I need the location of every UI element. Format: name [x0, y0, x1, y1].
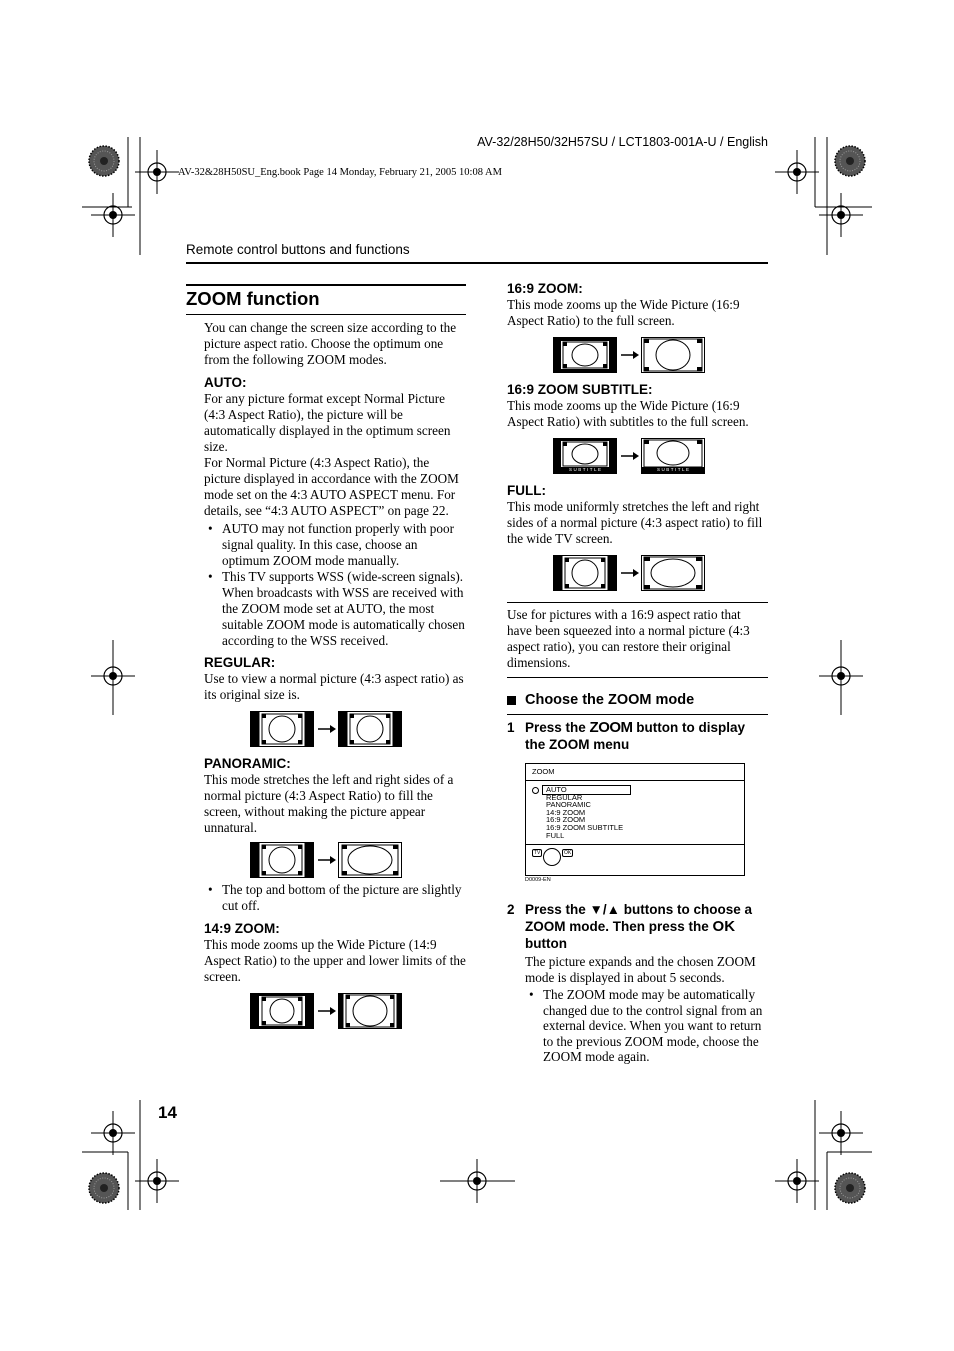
auto-bullet-1: • AUTO may not function properly with poor signal quality. In this case, choose an optimum ZOOM mode manually. — [204, 521, 466, 569]
zoom169-heading: 16:9 ZOOM: — [507, 281, 583, 296]
auto-bullet-2: • This TV supports WSS (wide-screen signals). When broadcasts with WSS are received with the ZOOM mode set at AUTO, the most suitable ZOOM mode is automatically chosen according to the WSS received. — [204, 569, 466, 649]
step-1-text-a: Press the — [525, 720, 590, 735]
menu-nav-cross-icon — [543, 848, 561, 866]
menu-item-auto[interactable]: AUTO — [546, 785, 567, 794]
step-1 — [507, 719, 768, 753]
step-1-number: 1 — [507, 720, 515, 735]
zoom169sub-heading: 16:9 ZOOM SUBTITLE: — [507, 382, 653, 397]
subtitle-label-before: SUBTITLE — [569, 467, 603, 472]
subtitle-label-after: SUBTITLE — [657, 467, 691, 472]
note-rule-top — [507, 602, 768, 603]
regular-text: Use to view a normal picture (4:3 aspect ratio) as its original size is. — [204, 671, 464, 702]
regular-diagram — [250, 711, 466, 747]
zoom169sub-text: This mode zooms up the Wide Picture (16:9 Aspect Ratio) with subtitles to the full screen. — [507, 398, 749, 429]
auto-text-2: For Normal Picture (4:3 Aspect Ratio), the picture displayed in accordance with the ZOOM mode set on the 4:3 AUTO ASPECT menu. For details, see “4:3 AUTO ASPECT” on page 22. — [204, 455, 459, 518]
menu-title-rule — [526, 780, 744, 781]
menu-item-full[interactable]: FULL — [546, 830, 565, 840]
panoramic-text: This mode stretches the left and right sides of a normal picture (4:3 Aspect Ratio) to fill the screen, without making the picture appear unnatural. — [204, 772, 454, 835]
choose-heading-row — [507, 692, 768, 708]
menu-bottom-rule — [526, 844, 744, 845]
menu-item-16-9-zoom[interactable]: 16:9 ZOOM — [546, 815, 586, 825]
menu-radio-icon — [532, 787, 539, 794]
zoom-key-label: ZOOM — [589, 719, 633, 736]
panoramic-bullet: • The top and bottom of the picture are slightly cut off. — [204, 882, 466, 914]
note-text: Use for pictures with a 16:9 aspect ratio that have been squeezed into a normal picture (4:3 aspect ratio), you can restore their original dimensions. — [507, 607, 750, 670]
full-text: This mode uniformly stretches the left and right sides of a normal picture (4:3 aspect ratio) to fill the wide TV screen. — [507, 499, 763, 546]
menu-ok-button[interactable]: OK — [564, 850, 572, 856]
menu-item-16-9-zoom-subtitle[interactable]: 16:9 ZOOM SUBTITLE — [546, 822, 624, 832]
zoom169-text: This mode zooms up the Wide Picture (16:9 Aspect Ratio) to the full screen. — [507, 297, 740, 328]
menu-code: D0009-EN — [525, 877, 551, 883]
step-2 — [507, 901, 768, 952]
step-2-number: 2 — [507, 902, 515, 917]
panoramic-heading: PANORAMIC: — [204, 756, 291, 771]
page-number: 14 — [158, 1103, 177, 1122]
zoom-menu-title: ZOOM — [532, 767, 555, 776]
menu-item-panoramic[interactable]: PANORAMIC — [546, 800, 591, 810]
step-2-bullet: • The ZOOM mode may be automatically changed due to the control signal from an external device. When you want to return to the previous ZOOM mode, choose the ZOOM mode again. — [525, 987, 768, 1065]
book-info-line: AV-32&28H50SU_Eng.book Page 14 Monday, February 21, 2005 10:08 AM — [178, 167, 502, 178]
regular-heading: REGULAR: — [204, 655, 276, 670]
menu-tv-button[interactable]: TV — [534, 850, 541, 856]
model-line: AV-32/28H50/32H57SU / LCT1803-001A-U / English — [477, 135, 768, 149]
choose-rule — [507, 714, 768, 715]
intro-text: You can change the screen size according to the picture aspect ratio. Choose the optimum one from the following ZOOM modes. — [204, 320, 457, 367]
zoom169sub-diagram — [553, 438, 768, 474]
zoom149-text: This mode zooms up the Wide Picture (14:9 Aspect Ratio) to the upper and lower limits of the screen. — [204, 937, 466, 984]
note-rule-bottom — [507, 677, 768, 678]
step-1-text-b: button to display the ZOOM menu — [525, 720, 746, 752]
title-rule-top — [186, 284, 466, 286]
auto-heading: AUTO: — [204, 375, 247, 390]
left-column — [204, 320, 466, 1029]
down-up-arrows: ▼/▲ — [589, 902, 621, 917]
header-rule — [186, 262, 768, 264]
choose-heading: Choose the ZOOM mode — [525, 692, 695, 708]
step-2-text: The picture expands and the chosen ZOOM mode is displayed in about 5 seconds. — [525, 954, 756, 985]
square-bullet-icon — [507, 696, 516, 705]
zoom149-heading: 14:9 ZOOM: — [204, 921, 280, 936]
step-2-text-b: buttons to choose a ZOOM mode. Then press the — [525, 902, 753, 934]
step-2-text-a: Press the — [525, 902, 590, 917]
step-2-text-c: button — [525, 936, 567, 951]
full-heading: FULL: — [507, 483, 546, 498]
title-rule-bottom — [186, 314, 466, 315]
zoom-menu-screen — [525, 763, 745, 876]
auto-text-1: For any picture format except Normal Picture (4:3 Aspect Ratio), the picture will be automatically displayed in the optimum screen size. — [204, 391, 451, 454]
zoom169-diagram — [553, 337, 768, 373]
menu-item-14-9-zoom[interactable]: 14:9 ZOOM — [546, 807, 586, 817]
zoom-function-title: ZOOM function — [186, 288, 320, 309]
panoramic-diagram — [250, 842, 466, 878]
full-diagram — [553, 555, 768, 591]
zoom-menu-list — [546, 786, 623, 839]
menu-item-regular[interactable]: REGULAR — [546, 792, 583, 802]
zoom149-diagram — [250, 993, 466, 1029]
ok-key-label: OK — [712, 918, 736, 935]
right-column — [507, 280, 768, 1065]
section-title: Remote control buttons and functions — [186, 242, 410, 257]
